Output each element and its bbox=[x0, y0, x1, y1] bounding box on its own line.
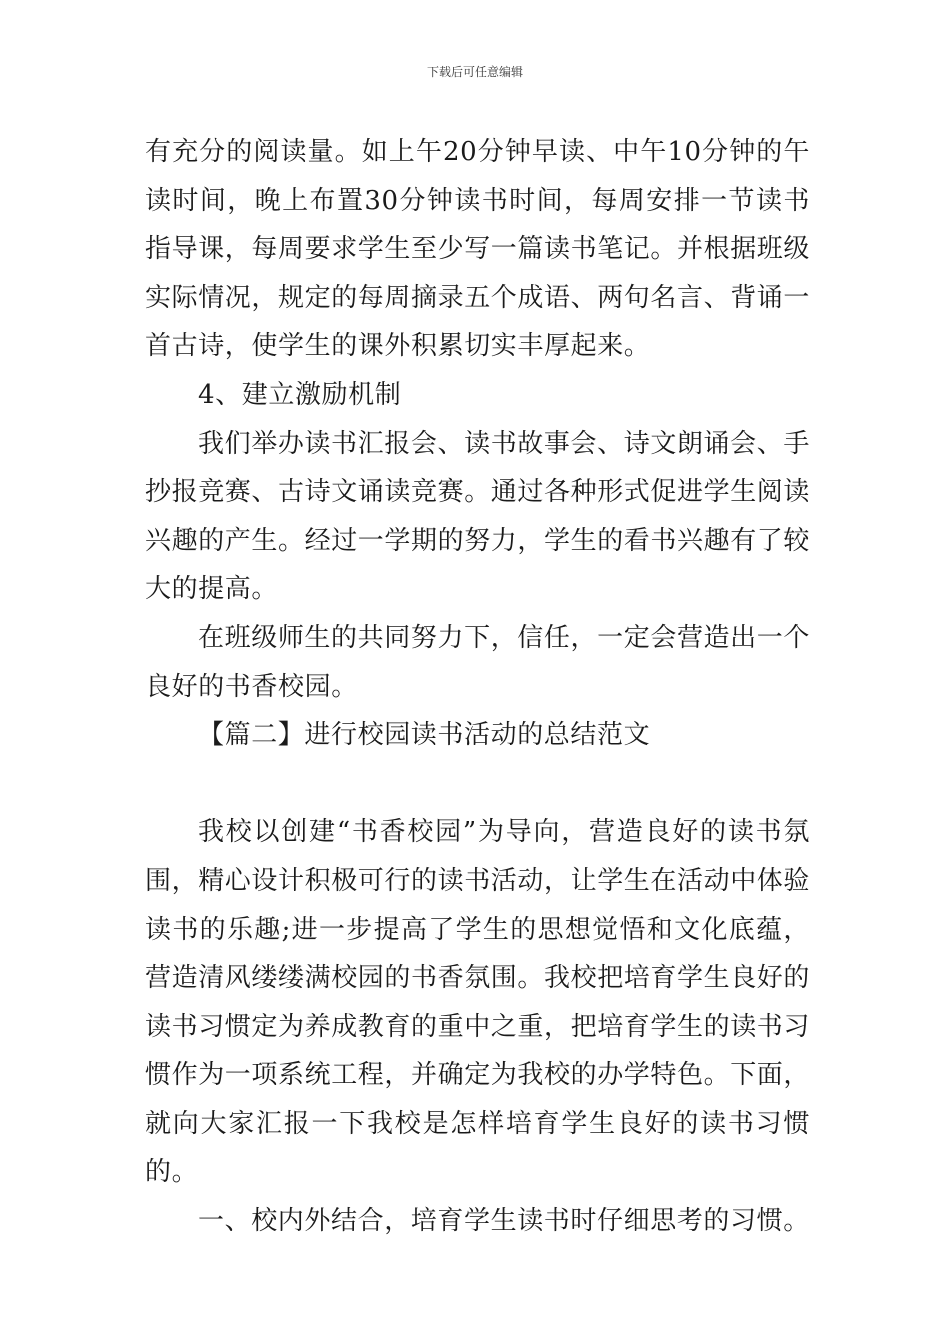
heading-incentive-mechanism: 4、建立激励机制 bbox=[198, 379, 402, 410]
paragraph-reading-schedule: 有充分的阅读量。如上午20分钟早读、中午10分钟的午读时间，晚上布置30分钟读书时间，每周安排一节读书指导课，每周要求学生至少写一篇读书笔记。并根据班级实际情况，规定的每周摘录五个成语、两句名言、背诵一首古诗，使学生的课外积累切实丰厚起来。 bbox=[145, 137, 811, 362]
section-title-part-two: 【篇二】进行校园读书活动的总结范文 bbox=[198, 720, 651, 751]
heading-section-one: 一、校内外结合，培育学生读书时仔细思考的习惯。 bbox=[198, 1206, 810, 1237]
page-header: 下载后可任意编辑 bbox=[426, 65, 523, 79]
blank-line bbox=[145, 760, 810, 809]
paragraph-activities: 我们举办读书汇报会、读书故事会、诗文朗诵会、手抄报竞赛、古诗文诵读竞赛。通过各种形式促进学生阅读兴趣的产生。经过一学期的努力，学生的看书兴趣有了较大的提高。 bbox=[145, 428, 811, 605]
paragraph-school-intro: 我校以创建“书香校园”为导向，营造良好的读书氛围，精心设计积极可行的读书活动，让学生在活动中体验读书的乐趣;进一步提高了学生的思想觉悟和文化底蕴，营造清风缕缕满校园的书香氛围。我校把培育学生良好的读书习惯定为养成教育的重中之重，把培育学生的读书习惯作为一项系统工程，并确定为我校的办学特色。下面，就向大家汇报一下我校是怎样培育学生良好的读书习惯的。 bbox=[145, 817, 811, 1188]
document-body bbox=[145, 128, 810, 1246]
paragraph-conclusion: 在班级师生的共同努力下，信任，一定会营造出一个良好的书香校园。 bbox=[145, 622, 810, 702]
